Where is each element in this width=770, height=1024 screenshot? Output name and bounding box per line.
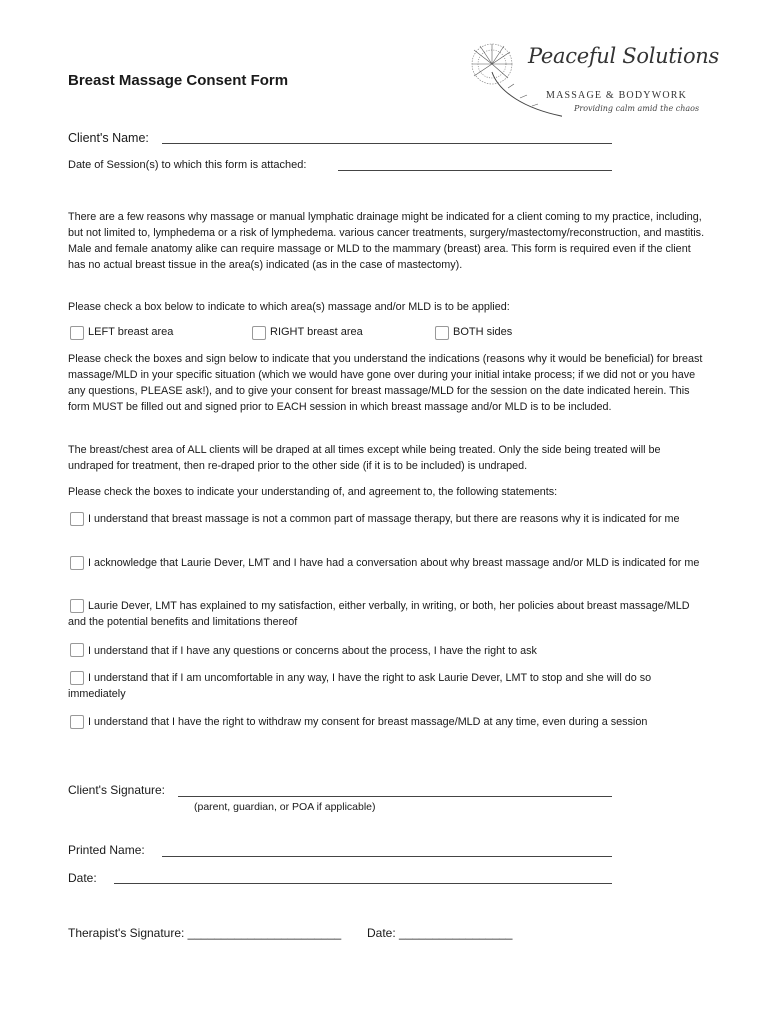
statement-text-2: I acknowledge that Laurie Dever, LMT and I have had a conversation about why breast massage and/or MLD is indicated for me (88, 557, 700, 569)
date-label: Date: (68, 871, 97, 885)
draping-paragraph: The breast/chest area of ALL clients will be draped at all times except while being treated. Only the side being treated will be undraped for treatment, then re-draped prior to the other side (if it is to be included) is undraped. (68, 444, 661, 472)
statement-text-6: I understand that I have the right to withdraw my consent for breast massage/MLD at any time, even during a session (88, 716, 648, 728)
statements-instruction: Please check the boxes to indicate your understanding of, and agreement to, the following statements: (68, 486, 558, 498)
statement-text-3: Laurie Dever, LMT has explained to my satisfaction, either verbally, in writing, or both, her policies about breast massage/MLD and the potential benefits and limitations thereof (68, 600, 690, 628)
right-breast-checkbox[interactable] (252, 326, 266, 340)
logo (462, 38, 719, 122)
logo-subtitle: MASSAGE & BODYWORK (546, 90, 688, 101)
right-breast-label: RIGHT breast area (270, 326, 363, 338)
area-instruction: Please check a box below to indicate to which area(s) massage and/or MLD is to be applied: (68, 301, 510, 313)
both-sides-label: BOTH sides (453, 326, 513, 338)
statement-text-1: I understand that breast massage is not a common part of massage therapy, but there are reasons why it is indicated for me (88, 513, 680, 525)
statement-text-5: I understand that if I am uncomfortable in any way, I have the right to ask Laurie Dever, LMT to stop and she will do so immediately (68, 672, 652, 700)
intro-paragraph: There are a few reasons why massage or manual lymphatic drainage might be indicated for a client coming to my practice, including, but not limited to, lymphedema or a risk of lymphedema. various cancer treatments, surgery/mastectomy/reconstruction, and mastitis. Male and female anatomy alike can require massage or MLD to the mammary (breast) area. This form is required even if the client has no actual breast tissue in the area(s) indicated (as in the case of mastectomy). (68, 211, 705, 271)
both-sides-checkbox[interactable] (435, 326, 449, 340)
client-signature-note: (parent, guardian, or POA if applicable) (194, 801, 376, 813)
date-field[interactable] (114, 883, 612, 884)
therapist-signature-label[interactable]: Therapist's Signature: _______________________ (68, 926, 342, 940)
statement-text-4: I understand that if I have any questions or concerns about the process, I have the right to ask (88, 645, 537, 657)
printed-name-label: Printed Name: (68, 843, 145, 857)
client-signature-field[interactable] (178, 796, 612, 797)
client-name-field[interactable] (162, 143, 612, 144)
client-signature-label: Client's Signature: (68, 783, 166, 797)
left-breast-label: LEFT breast area (88, 326, 174, 338)
logo-name: Peaceful Solutions (528, 44, 719, 68)
session-date-field[interactable] (338, 170, 612, 171)
indications-paragraph: Please check the boxes and sign below to indicate that you understand the indications (reasons why it would be beneficial) for breast massage/MLD in your specific situation (which we would have gone over during your initial intake process; if we did not or you have any questions, PLEASE ask!), and to give your consent for breast massage/MLD for the session on the date indicated herein. This form MUST be filled out and signed prior to EACH session in which breast massage and/or MLD is to be included. (68, 353, 703, 413)
logo-tagline: Providing calm amid the chaos (574, 104, 700, 113)
client-name-label: Client's Name: (68, 131, 149, 145)
therapist-date-label[interactable]: Date: _________________ (367, 926, 513, 940)
form-title: Breast Massage Consent Form (68, 72, 289, 89)
printed-name-field[interactable] (162, 856, 612, 857)
left-breast-checkbox[interactable] (70, 326, 84, 340)
session-date-label: Date of Session(s) to which this form is attached: (68, 159, 307, 171)
